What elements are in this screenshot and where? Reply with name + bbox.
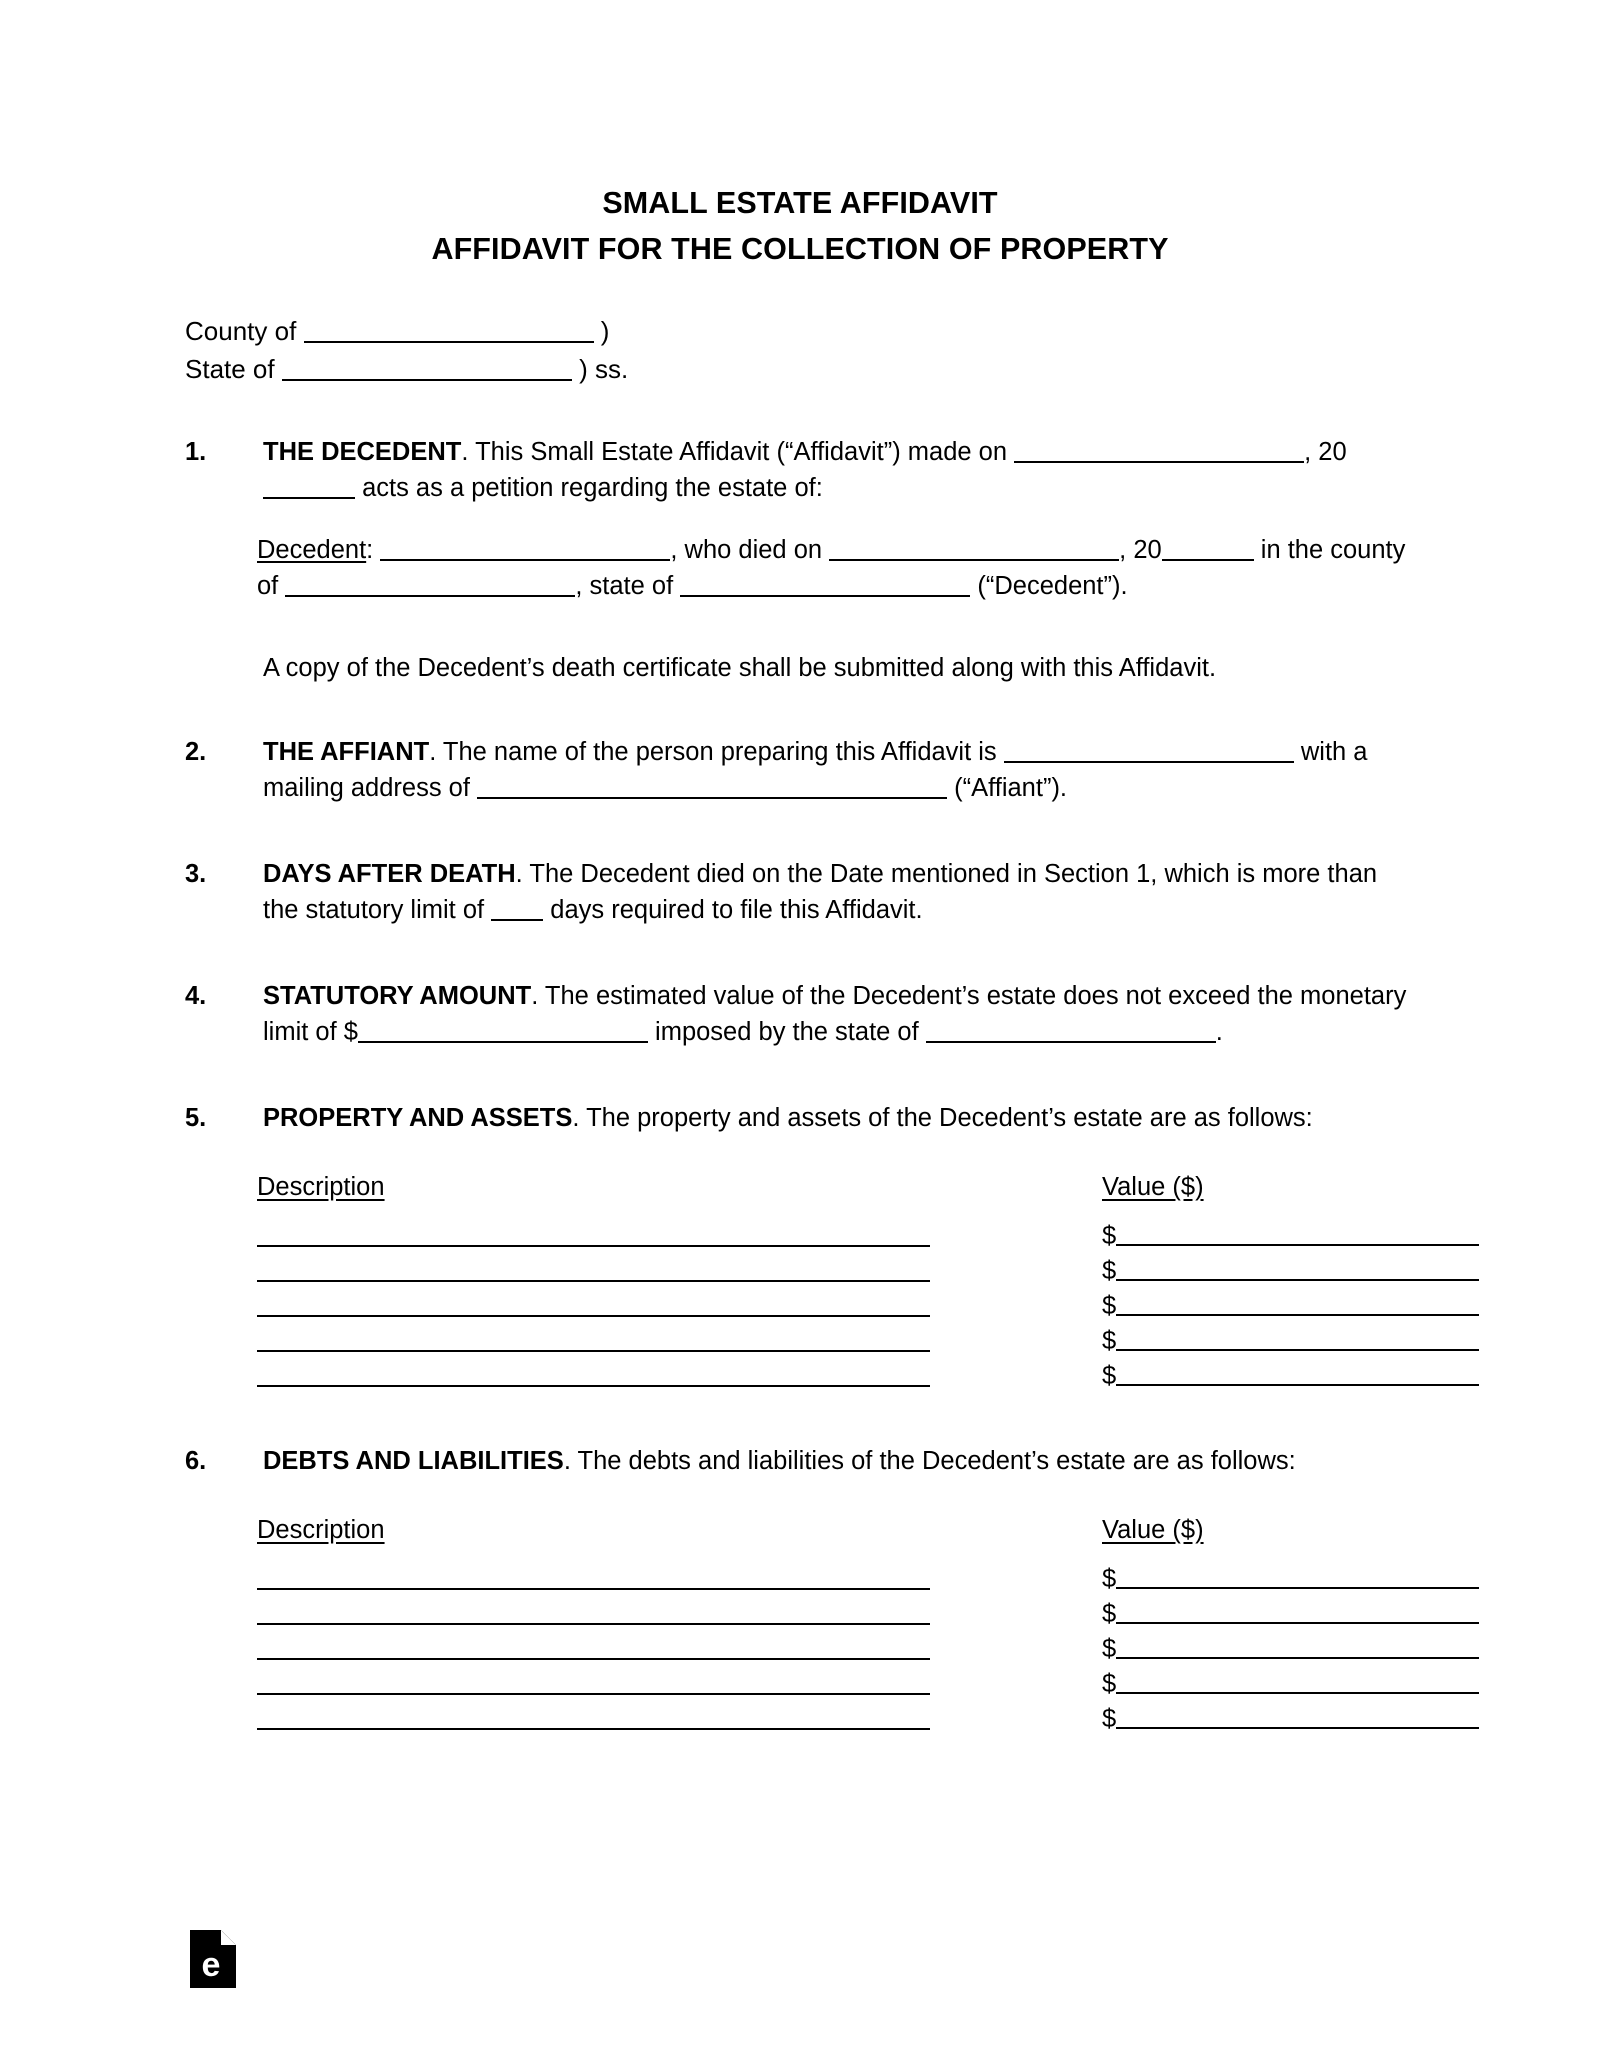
debts-col-value: Value ($): [1102, 1516, 1204, 1544]
asset-value-input-1[interactable]: [1116, 1222, 1479, 1246]
section-2-text-a: . The name of the person preparing this Affidavit is: [429, 738, 997, 766]
debt-value-input-3[interactable]: [1116, 1635, 1479, 1659]
state-close-paren: ) ss.: [579, 354, 629, 384]
debt-value-cell-3: [1102, 1634, 1487, 1664]
section-6-number: 6.: [185, 1447, 207, 1475]
death-certificate-note: A copy of the Decedent’s death certificate shall be submitted along with this Affidavit.: [263, 654, 1217, 682]
currency-symbol: $: [1102, 1257, 1117, 1285]
section-1-text-a: . This Small Estate Affidavit (“Affidavit”) made on: [461, 438, 1008, 466]
section-1-heading: THE DECEDENT: [263, 438, 462, 466]
section-4-text-c: .: [1215, 1018, 1223, 1046]
asset-value-cell-4: [1102, 1326, 1487, 1356]
section-6-debts-and-liabilities: [185, 1443, 1415, 1479]
debt-description-input-4[interactable]: [257, 1693, 930, 1695]
decedent-state-blank[interactable]: [680, 570, 970, 597]
debt-value-cell-2: [1102, 1599, 1487, 1629]
asset-description-input-2[interactable]: [257, 1280, 930, 1282]
asset-value-input-5[interactable]: [1116, 1362, 1479, 1386]
table-row: [257, 1699, 1415, 1734]
assets-col-description: Description: [257, 1173, 385, 1201]
table-row: [257, 1356, 1415, 1391]
title-line-1: SMALL ESTATE AFFIDAVIT: [602, 186, 998, 220]
section-3-heading: DAYS AFTER DEATH: [263, 860, 516, 888]
asset-value-cell-5: [1102, 1361, 1487, 1391]
debt-value-cell-1: [1102, 1564, 1487, 1594]
currency-symbol: $: [1102, 1222, 1117, 1250]
section-2-number: 2.: [185, 738, 207, 766]
debt-value-cell-4: [1102, 1669, 1487, 1699]
monetary-limit-blank[interactable]: [358, 1016, 648, 1043]
section-2-heading: THE AFFIANT: [263, 738, 430, 766]
table-row: [257, 1251, 1415, 1286]
section-2-the-affiant: [185, 734, 1415, 806]
currency-symbol: $: [1102, 1362, 1117, 1390]
assets-col-value: Value ($): [1102, 1173, 1204, 1201]
affidavit-year-blank[interactable]: [263, 472, 355, 499]
section-1-body: [263, 434, 1415, 506]
section-5-number: 5.: [185, 1104, 207, 1132]
decedent-label: Decedent: [257, 536, 367, 564]
section-3-text-a: . The Decedent died on the Date mentioned in Section 1, which is more than the statutory limit of: [263, 860, 1378, 924]
decedent-name-blank[interactable]: [380, 534, 670, 561]
section-6-heading: DEBTS AND LIABILITIES: [263, 1447, 564, 1475]
debt-value-input-4[interactable]: [1116, 1670, 1479, 1694]
currency-symbol: $: [1102, 1565, 1117, 1593]
decedent-colon: :: [366, 536, 374, 564]
section-4-heading: STATUTORY AMOUNT: [263, 982, 532, 1010]
county-close-paren: ): [600, 316, 610, 346]
debt-value-input-5[interactable]: [1116, 1705, 1479, 1729]
document-title: [185, 0, 1415, 272]
eforms-logo: [190, 1930, 236, 1988]
section-4-body: [263, 978, 1415, 1050]
section-4-number: 4.: [185, 982, 207, 1010]
debt-description-input-1[interactable]: [257, 1588, 930, 1590]
state-input-blank[interactable]: [282, 354, 572, 381]
section-5-text-a: . The property and assets of the Decedent’s estate are as follows:: [572, 1104, 1313, 1132]
section-1-text-b: , 20: [1304, 438, 1347, 466]
section-3-days-after-death: [185, 856, 1415, 928]
section-5-body: [263, 1100, 1415, 1136]
asset-value-cell-2: [1102, 1256, 1487, 1286]
debts-table-rows: [257, 1559, 1415, 1734]
decedent-death-year-blank[interactable]: [1162, 534, 1254, 561]
asset-value-cell-3: [1102, 1291, 1487, 1321]
debt-value-input-2[interactable]: [1116, 1600, 1479, 1624]
debts-table-header: [257, 1513, 1415, 1553]
debt-description-input-5[interactable]: [257, 1728, 930, 1730]
section-6-text-a: . The debts and liabilities of the Decedent’s estate are as follows:: [563, 1447, 1296, 1475]
decedent-state-text: , state of: [575, 572, 674, 600]
asset-description-input-4[interactable]: [257, 1350, 930, 1352]
asset-value-input-2[interactable]: [1116, 1257, 1479, 1281]
asset-description-input-5[interactable]: [257, 1385, 930, 1387]
svg-text:e: e: [201, 1946, 221, 1984]
asset-value-cell-1: [1102, 1221, 1487, 1251]
table-row: [257, 1664, 1415, 1699]
table-row: [257, 1216, 1415, 1251]
debt-description-input-3[interactable]: [257, 1658, 930, 1660]
section-4-statutory-amount: [185, 978, 1415, 1050]
asset-description-input-1[interactable]: [257, 1245, 930, 1247]
decedent-county-blank[interactable]: [285, 570, 575, 597]
decedent-details-block: Decedent: , who died on , 20 in the county of , state of (“Decedent”).: [257, 536, 1406, 600]
currency-symbol: $: [1102, 1292, 1117, 1320]
asset-value-input-3[interactable]: [1116, 1292, 1479, 1316]
asset-description-input-3[interactable]: [257, 1315, 930, 1317]
table-row: [257, 1629, 1415, 1664]
county-input-blank[interactable]: [304, 316, 594, 343]
decedent-death-date-blank[interactable]: [829, 534, 1119, 561]
section-2-text-b: with a mailing address of: [263, 738, 1368, 802]
section-4-text-a: . The estimated value of the Decedent’s estate does not exceed the monetary limit of $: [263, 982, 1407, 1046]
title-line-2: AFFIDAVIT FOR THE COLLECTION OF PROPERTY: [431, 232, 1169, 266]
section-3-text-b: days required to file this Affidavit.: [543, 896, 923, 924]
debts-col-description: Description: [257, 1516, 385, 1544]
section-4-text-b: imposed by the state of: [647, 1018, 919, 1046]
assets-table-rows: [257, 1216, 1415, 1391]
section-2-text-c: (“Affiant”).: [947, 774, 1068, 802]
section-1-text-c: acts as a petition regarding the estate of:: [355, 474, 823, 502]
statutory-state-blank[interactable]: [926, 1016, 1216, 1043]
statutory-days-blank[interactable]: [491, 894, 543, 921]
section-6-body: [263, 1443, 1415, 1479]
document-body: [185, 0, 1415, 1734]
decedent-county-text: in the county of: [257, 536, 1406, 600]
venue-block: [185, 312, 1415, 388]
currency-symbol: $: [1102, 1635, 1117, 1663]
table-row: [257, 1321, 1415, 1356]
county-label: County of: [185, 316, 297, 346]
affiant-name-blank[interactable]: [1004, 736, 1294, 763]
decedent-paren-text: (“Decedent”).: [977, 572, 1128, 600]
section-1-the-decedent: [185, 434, 1415, 506]
currency-symbol: $: [1102, 1670, 1117, 1698]
currency-symbol: $: [1102, 1327, 1117, 1355]
asset-value-input-4[interactable]: [1116, 1327, 1479, 1351]
debt-value-input-1[interactable]: [1116, 1565, 1479, 1589]
debts-table: [185, 1513, 1415, 1734]
section-1-number: 1.: [185, 438, 207, 466]
table-row: [257, 1559, 1415, 1594]
section-3-number: 3.: [185, 860, 207, 888]
currency-symbol: $: [1102, 1705, 1117, 1733]
section-2-body: [263, 734, 1415, 806]
section-5-property-and-assets: [185, 1100, 1415, 1136]
section-3-body: [263, 856, 1415, 928]
decedent-died-on-text: , who died on: [670, 536, 823, 564]
section-5-heading: PROPERTY AND ASSETS: [263, 1104, 573, 1132]
currency-symbol: $: [1102, 1600, 1117, 1628]
decedent-year-prefix: 20: [1133, 536, 1162, 564]
table-row: [257, 1286, 1415, 1321]
assets-table: [185, 1170, 1415, 1391]
venue-county-row: [185, 312, 1415, 350]
venue-state-row: [185, 350, 1415, 388]
affidavit-date-blank[interactable]: [1014, 436, 1304, 463]
debt-description-input-2[interactable]: [257, 1623, 930, 1625]
state-label: State of: [185, 354, 275, 384]
assets-table-header: [257, 1170, 1415, 1210]
table-row: [257, 1594, 1415, 1629]
debt-value-cell-5: [1102, 1704, 1487, 1734]
affiant-address-blank[interactable]: [477, 772, 947, 799]
